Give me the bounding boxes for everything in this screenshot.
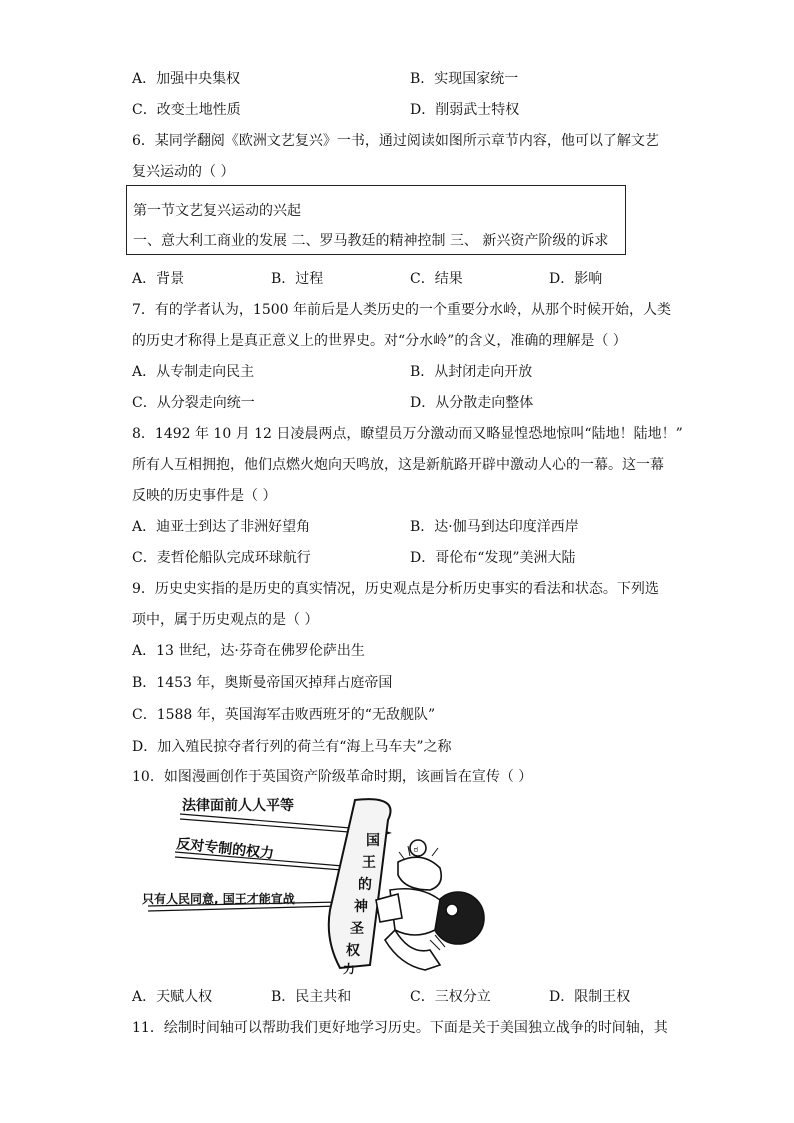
q8-option-d: D．哥伦布“发现”美洲大陆 xyxy=(410,550,576,566)
q6-stem-line1: 6．某同学翻阅《欧洲文艺复兴》一书，通过阅读如图所示章节内容，他可以了解文艺 xyxy=(132,133,659,149)
q9-option-a: A．13 世纪，达·芬奇在佛罗伦萨出生 xyxy=(132,643,365,659)
cartoon-shield-char-4: 神 xyxy=(354,899,368,915)
cartoon-arrow1-label: 法律面前人人平等 xyxy=(182,798,294,814)
q8-option-c: C．麦哲伦船队完成环球航行 xyxy=(132,550,311,566)
q8-stem-line1: 8．1492 年 10 月 12 日凌晨两点，瞭望员万分激动而又略显惶恐地惊叫“陆地！陆地！” xyxy=(132,426,683,442)
q8-option-b: B．达·伽马到达印度洋西岸 xyxy=(410,519,579,535)
cartoon-king-figure xyxy=(376,840,484,970)
cartoon-king-face: ಠ xyxy=(413,845,419,855)
q9-option-b: B．1453 年，奥斯曼帝国灭掉拜占庭帝国 xyxy=(132,675,393,691)
cartoon-shield-char-7: 力 xyxy=(343,962,356,975)
q5-option-b: B．实现国家统一 xyxy=(410,71,519,87)
q7-option-b: B．从封闭走向开放 xyxy=(410,364,533,380)
q11-stem-line1: 11．绘制时间轴可以帮助我们更好地学习历史。下面是关于美国独立战争的时间轴，其 xyxy=(132,1020,668,1036)
q5-option-d: D．削弱武士特权 xyxy=(410,102,520,118)
cartoon-arrow2-label: 反对专制的权力 xyxy=(175,836,275,863)
q6-box-content: 一、意大利工商业的发展 二、罗马教廷的精神控制 三、 新兴资产阶级的诉求 xyxy=(133,233,609,249)
q10-option-a: A．天赋人权 xyxy=(132,989,213,1005)
q6-chapter-box xyxy=(126,185,626,255)
cartoon-shield-char-3: 的 xyxy=(358,877,372,893)
q10-option-d: D．限制王权 xyxy=(549,989,631,1005)
q6-option-c: C．结果 xyxy=(410,271,463,287)
q6-stem-line2: 复兴运动的（ ） xyxy=(132,164,235,180)
q7-option-d: D．从分散走向整体 xyxy=(410,395,534,411)
q6-box-title: 第一节文艺复兴运动的兴起 xyxy=(133,203,301,219)
q8-option-a: A．迪亚士到达了非洲好望角 xyxy=(132,519,311,535)
q9-stem-line1: 9．历史史实指的是历史的真实情况，历史观点是分析历史事实的看法和状态。下列选 xyxy=(132,581,659,597)
q7-option-a: A．从专制走向民主 xyxy=(132,364,255,380)
q10-option-b: B．民主共和 xyxy=(271,989,352,1005)
q5-option-c: C．改变土地性质 xyxy=(132,102,241,118)
q6-option-b: B．过程 xyxy=(271,271,324,287)
q10-option-c: C．三权分立 xyxy=(410,989,491,1005)
q9-option-d: D．加入殖民掠夺者行列的荷兰有“海上马车夫”之称 xyxy=(132,739,452,755)
q6-option-d: D．影响 xyxy=(549,271,603,287)
cartoon-shield-char-1: 国 xyxy=(366,833,380,849)
q5-option-a: A．加强中央集权 xyxy=(132,71,241,87)
q9-option-c: C．1588 年，英国海军击败西班牙的“无敌舰队” xyxy=(132,707,436,723)
q8-stem-line3: 反映的历史事件是（ ） xyxy=(132,488,277,504)
q10-stem-line1: 10．如图漫画创作于英国资产阶级革命时期，该画旨在宣传（ ） xyxy=(132,769,533,785)
q10-cartoon xyxy=(140,790,500,975)
q7-option-c: C．从分裂走向统一 xyxy=(132,395,255,411)
cartoon-shield-char-6: 权 xyxy=(346,943,360,959)
q8-stem-line2: 所有人互相拥抱，他们点燃火炮向天鸣放，这是新航路开辟中激动人心的一幕。这一幕 xyxy=(132,457,664,473)
q7-stem-line1: 7．有的学者认为，1500 年前后是人类历史的一个重要分水岭，从那个时候开始，人类 xyxy=(132,302,671,318)
cartoon-shield-char-5: 圣 xyxy=(350,921,364,937)
cartoon-arrow3-label: 只有人民同意, 国王才能宣战 xyxy=(142,892,295,906)
q6-option-a: A．背景 xyxy=(132,271,185,287)
q7-stem-line2: 的历史才称得上是真正意义上的世界史。对“分水岭”的含义，准确的理解是（ ） xyxy=(132,333,627,349)
cartoon-shield-char-2: 王 xyxy=(362,855,376,871)
q9-stem-line2: 项中，属于历史观点的是（ ） xyxy=(132,612,319,628)
